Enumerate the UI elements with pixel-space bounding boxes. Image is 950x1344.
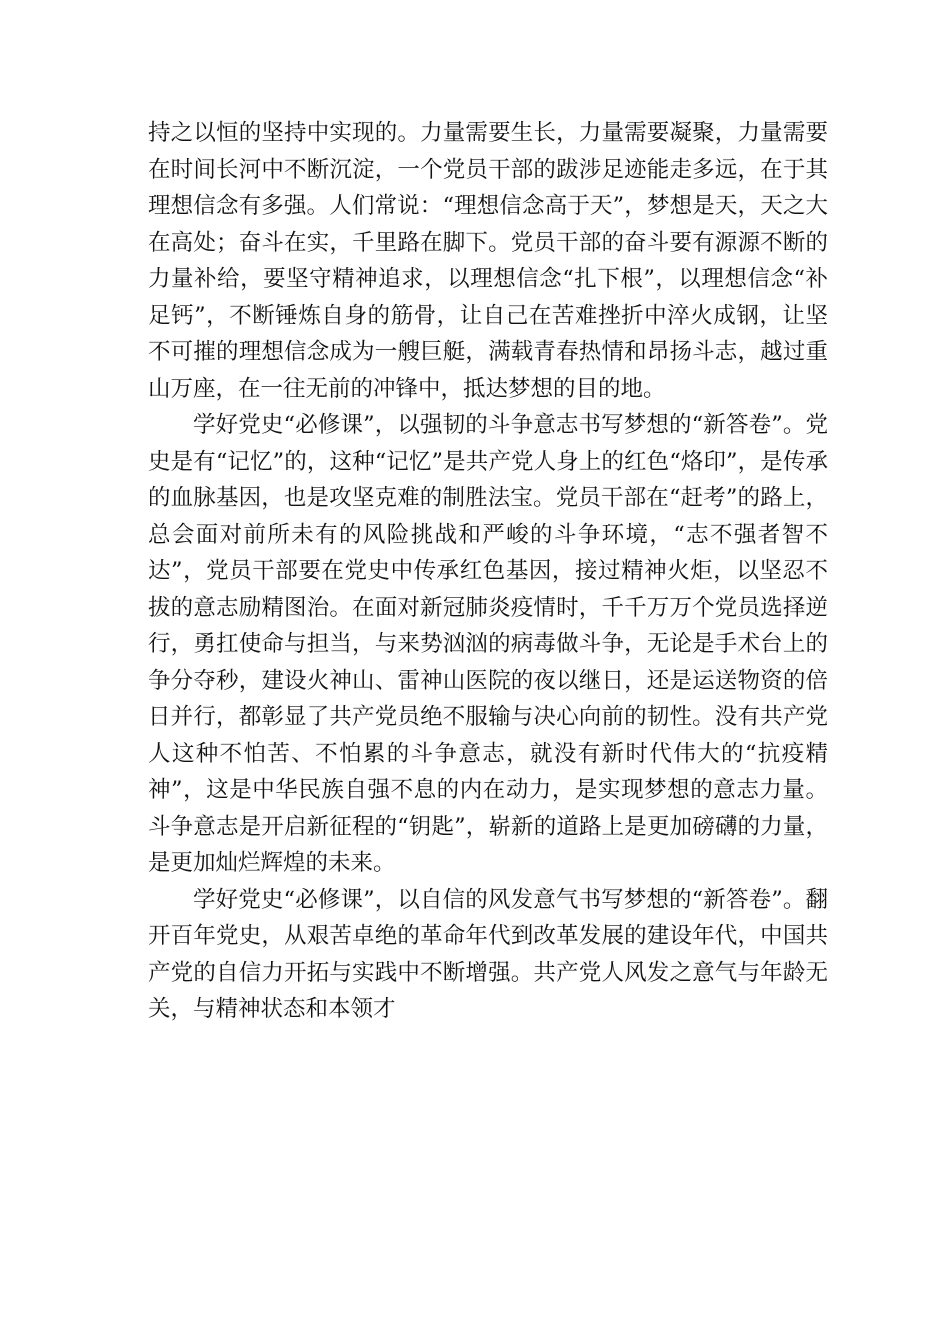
paragraph-continued: 持之以恒的坚持中实现的。力量需要生长，力量需要凝聚，力量需要在时间长河中不断沉淀，一个党员干部的跋涉足迹能走多远，在于其理想信念有多强。人们常说：“理想信念高于天”，梦想是天，天之大在高处；奋斗在实，千里路在脚下。党员干部的奋斗要有源源不断的力量补给，要坚守精神追求，以理想信念“扎下根”，以理想信念“补足钙”，不断锤炼自身的筋骨，让自己在苦难挫折中淬火成钢，让坚不可摧的理想信念成为一艘巨艇，满载青春热情和昂扬斗志，越过重山万座，在一往无前的冲锋中，抵达梦想的目的地。 xyxy=(148,120,828,402)
paragraph-confidence: 学好党史“必修课”，以自信的风发意气书写梦想的“新答卷”。翻开百年党史，从艰苦卓绝的革命年代到改革发展的建设年代，中国共产党的自信力开拓与实践中不断增强。共产党人风发之意气与年龄无关，与精神状态和本领才 xyxy=(148,886,828,1022)
paragraph-struggle-will: 学好党史“必修课”，以强韧的斗争意志书写梦想的“新答卷”。党史是有“记忆”的，这种“记忆”是共产党人身上的红色“烙印”，是传承的血脉基因，也是攻坚克难的制胜法宝。党员干部在“赶考”的路上，总会面对前所未有的风险挑战和严峻的斗争环境，“志不强者智不达”，党员干部要在党史中传承红色基因，接过精神火炬，以坚忍不拔的意志励精图治。在面对新冠肺炎疫情时，千千万万个党员选择逆行，勇扛使命与担当，与来势汹汹的病毒做斗争，无论是手术台上的争分夺秒，建设火神山、雷神山医院的夜以继日，还是运送物资的倍日并行，都彰显了共产党员绝不服输与决心向前的韧性。没有共产党人这种不怕苦、不怕累的斗争意志，就没有新时代伟大的“抗疫精神”，这是中华民族自强不息的内在动力，是实现梦想的意志力量。斗争意志是开启新征程的“钥匙”，崭新的道路上是更加磅礴的力量，是更加灿烂辉煌的未来。 xyxy=(148,412,828,876)
document-body xyxy=(148,115,828,1028)
